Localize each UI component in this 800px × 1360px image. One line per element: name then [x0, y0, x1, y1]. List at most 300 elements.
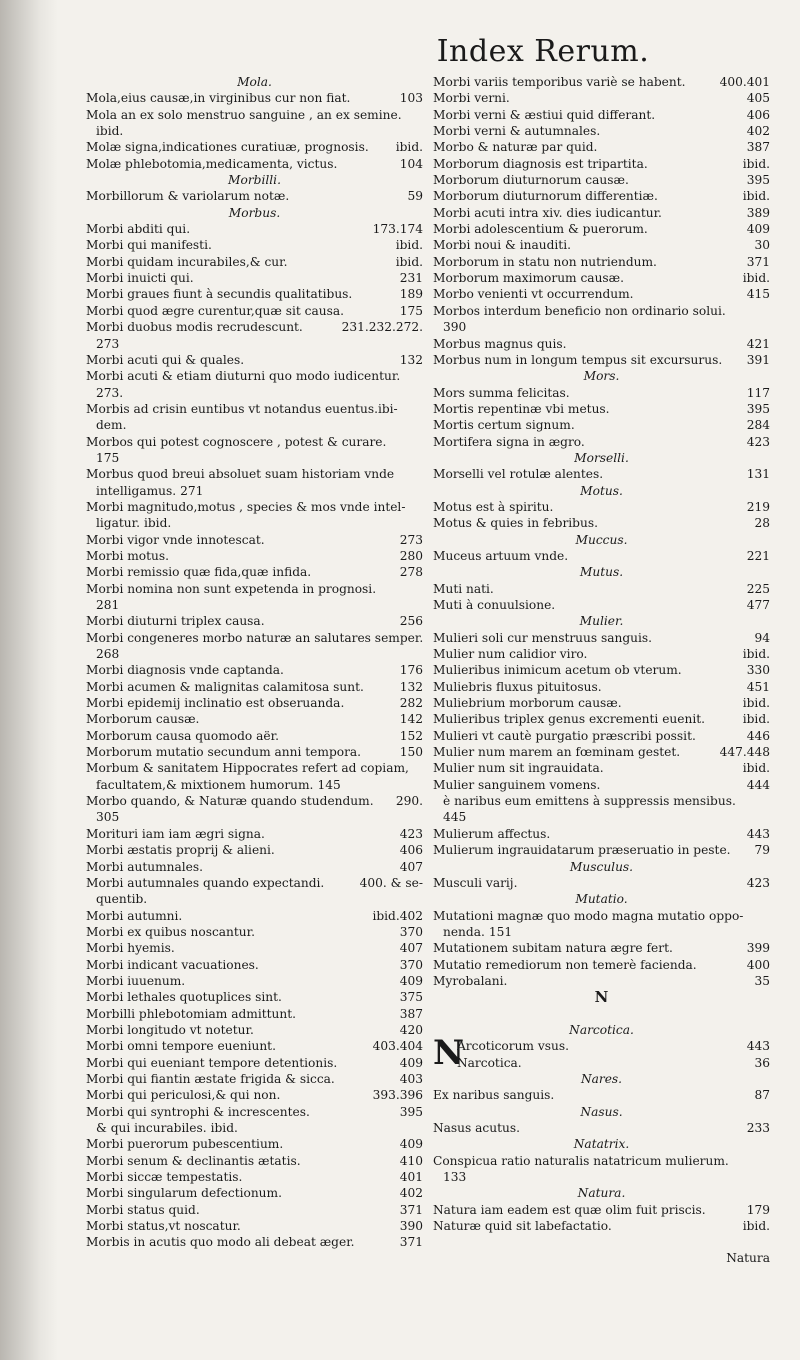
entry-text: Morbus quod breui absoluet suam historiam vnde [86, 467, 395, 482]
index-entry [86, 711, 423, 727]
entry-text: Morbi qui fiantin æstate frigida & sicca. [86, 1071, 335, 1086]
entry-text: Arcoticorum vsus. [457, 1039, 569, 1054]
entry-text: Morbi inuicti qui. [86, 271, 194, 286]
entry-text: Morbus magnus quis. [433, 336, 567, 351]
index-entry [86, 1185, 423, 1201]
index-entry [86, 188, 423, 204]
index-entry [433, 826, 770, 842]
entry-page-number: 406 [746, 107, 770, 122]
entry-text: 281 [96, 598, 120, 612]
index-entry [433, 139, 770, 155]
entry-text: Mola,eius causæ,in virginibus cur non fiat. [86, 91, 351, 106]
index-entry [86, 957, 423, 973]
entry-text: Muliebrium morborum causæ. [433, 696, 622, 711]
index-entry [433, 1153, 770, 1169]
entry-text: quentib. [96, 892, 148, 907]
index-entry [433, 156, 770, 172]
entry-text: Morbi diagnosis vnde captanda. [86, 663, 284, 678]
index-entry [433, 499, 770, 515]
entry-text: Ex naribus sanguis. [433, 1088, 555, 1103]
entry-text: Morborum diagnosis est tripartita. [433, 156, 648, 171]
entry-page-number: 104 [399, 156, 423, 171]
entry-text: 133 [443, 1170, 467, 1185]
index-entry [433, 842, 770, 858]
entry-text: Morbi siccæ tempestatis. [86, 1170, 243, 1185]
entry-text: Morbi acuti intra xiv. dies iudicantur. [433, 205, 662, 220]
index-entry [433, 940, 770, 956]
blank-line [433, 1006, 770, 1022]
index-entry [86, 139, 423, 155]
section-heading: Nasus. [580, 1104, 623, 1119]
index-entry [433, 254, 770, 270]
index-entry [86, 760, 423, 776]
entry-text: è naribus eum emittens à suppressis mensibus. [443, 794, 736, 809]
index-entry [433, 417, 770, 433]
entry-text: Motus est à spiritu. [433, 499, 554, 514]
index-entry [86, 1087, 423, 1103]
index-entry [86, 352, 423, 368]
entry-text: Mutatio remediorum non temerè facienda. [433, 957, 697, 972]
entry-page-number: 395 [746, 173, 770, 188]
entry-page-number: 371 [399, 1202, 423, 1217]
entry-page-number: 173.174 [372, 222, 423, 237]
index-entry-continuation [433, 924, 770, 940]
entry-text: Morbillorum & variolarum notæ. [86, 189, 290, 204]
section-heading: Mors. [583, 369, 620, 384]
index-entry-continuation [86, 597, 423, 613]
entry-page-number: ibid. [742, 761, 770, 776]
index-entry [433, 123, 770, 139]
index-entry [86, 1022, 423, 1038]
index-entry [86, 1234, 423, 1250]
entry-page-number: 94 [754, 630, 770, 645]
index-entry [86, 564, 423, 580]
left-column [86, 74, 423, 1251]
index-entry [86, 662, 423, 678]
entry-page-number: 219 [746, 499, 770, 514]
entry-text: 268 [96, 647, 120, 662]
index-entry [433, 597, 770, 613]
index-entry-continuation [86, 483, 423, 499]
entry-page-number: 330 [746, 663, 770, 678]
entry-text: Morbi verni & æstiui quid differant. [433, 107, 656, 122]
entry-text: Morbi puerorum pubescentium. [86, 1137, 284, 1152]
entry-text: 175 [96, 450, 120, 465]
index-entry [86, 728, 423, 744]
entry-page-number: ibid. [742, 712, 770, 727]
entry-text: Morbi status,vt noscatur. [86, 1219, 241, 1234]
entry-page-number: 407 [399, 941, 423, 956]
entry-text: Morbi iuuenum. [86, 973, 186, 988]
index-entry [433, 728, 770, 744]
index-entry [86, 695, 423, 711]
index-entry [86, 581, 423, 597]
entry-page-number: 402 [399, 1186, 423, 1201]
entry-page-number: 36 [754, 1055, 770, 1070]
entry-text: Morbi hyemis. [86, 941, 175, 956]
entry-text: Musculi varij. [433, 875, 518, 890]
index-entry [86, 1071, 423, 1087]
index-entry-continuation [86, 777, 423, 793]
index-entry [433, 286, 770, 302]
index-entry [433, 401, 770, 417]
index-entry [433, 760, 770, 776]
index-columns [86, 74, 770, 1251]
entry-text: Mulier sanguinem vomens. [433, 777, 601, 792]
index-entry-continuation [86, 123, 423, 139]
index-entry [433, 172, 770, 188]
page-gutter [0, 0, 58, 1360]
entry-page-number: 387 [746, 140, 770, 155]
index-entry-continuation [86, 646, 423, 662]
entry-page-number: 273 [399, 532, 423, 547]
entry-page-number: 400 [746, 957, 770, 972]
entry-page-number: 446 [746, 728, 770, 743]
index-entry [433, 107, 770, 123]
entry-page-number: 35 [754, 973, 770, 988]
index-entry [86, 826, 423, 842]
entry-page-number: 423 [746, 875, 770, 890]
section-heading: Nares. [580, 1071, 623, 1086]
entry-page-number: 444 [746, 777, 770, 792]
index-entry [86, 532, 423, 548]
entry-text: Morborum causæ. [86, 712, 200, 727]
entry-text: Morbi vigor vnde innotescat. [86, 532, 265, 547]
index-entry [86, 908, 423, 924]
entry-text: Mulieribus triplex genus excrementi euenit. [433, 712, 705, 727]
entry-text: Morbi status quid. [86, 1202, 200, 1217]
entry-text: Morbi qui eueniant tempore detentionis. [86, 1055, 338, 1070]
index-entry [433, 744, 770, 760]
entry-page-number: 150 [399, 745, 423, 760]
entry-text: Morborum causa quomodo aër. [86, 728, 279, 743]
entry-page-number: 390 [399, 1219, 423, 1234]
entry-text: Morbilli phlebotomiam admittunt. [86, 1006, 296, 1021]
entry-page-number: 447.448 [719, 745, 770, 760]
entry-text: Mortis certum signum. [433, 418, 575, 433]
entry-page-number: 59 [407, 189, 423, 204]
entry-text: Myrobalani. [433, 973, 508, 988]
index-entry [86, 303, 423, 319]
entry-text: Mutationem subitam natura ægre fert. [433, 941, 673, 956]
index-entry [433, 74, 770, 90]
entry-page-number: 28 [754, 516, 770, 531]
entry-page-number: 221 [746, 548, 770, 563]
entry-page-number: 409 [399, 1137, 423, 1152]
index-entry [86, 989, 423, 1005]
entry-page-number: 131 [746, 467, 770, 482]
index-entry [86, 548, 423, 564]
entry-text: intelligamus. [96, 483, 177, 498]
entry-page-number: 278 [399, 565, 423, 580]
index-entry-continuation [433, 1169, 770, 1185]
entry-page-number: 152 [399, 728, 423, 743]
index-entry [86, 499, 423, 515]
entry-page-number: 415 [746, 287, 770, 302]
catchword: Natura [726, 1250, 770, 1265]
entry-text: Morbi quidam incurabiles,& cur. [86, 254, 288, 269]
index-entry [86, 924, 423, 940]
index-entry [86, 875, 423, 891]
index-entry [433, 1087, 770, 1103]
entry-text: dem. [96, 418, 127, 433]
section-heading: Mola. [237, 75, 272, 89]
entry-page-number: 79 [754, 843, 770, 858]
entry-page-number: 423 [746, 434, 770, 449]
entry-page-number: 409 [399, 973, 423, 988]
entry-page-number: 400. & se- [359, 875, 423, 890]
entry-text: Morbi noui & inauditi. [433, 238, 571, 253]
entry-page-number: 370 [399, 957, 423, 972]
entry-text: Morborum diuturnorum causæ. [433, 173, 629, 188]
section-heading: Mulier. [579, 614, 624, 629]
entry-text: Natura iam eadem est quæ olim fuit priscis. [433, 1202, 706, 1217]
index-entry [433, 466, 770, 482]
entry-text: Morbi senum & declinantis ætatis. [86, 1153, 301, 1168]
section-heading: Natura. [577, 1186, 626, 1201]
entry-text: & qui incurabiles. [96, 1121, 207, 1135]
entry-page-number: 409 [399, 1055, 423, 1070]
entry-page-number: 231 [399, 271, 423, 286]
section-heading: Musculus. [569, 859, 634, 874]
entry-text: Morbos qui potest cognoscere , potest & curare. [86, 434, 387, 449]
index-entry [86, 1055, 423, 1071]
entry-page-number: 103 [399, 91, 423, 106]
entry-page-number: 401 [399, 1170, 423, 1185]
entry-page-number: 132 [399, 679, 423, 694]
index-entry-continuation [86, 515, 423, 531]
entry-text: Nasus acutus. [433, 1121, 520, 1135]
section-heading: Morbilli. [228, 173, 281, 188]
entry-text: Morbo venienti vt occurrendum. [433, 287, 634, 302]
index-entry [86, 1136, 423, 1152]
entry-text: ligatur. [96, 516, 140, 531]
entry-page-number: 132 [399, 352, 423, 367]
entry-page-number: ibid. [395, 140, 423, 155]
entry-text: Mola an ex solo menstruo sanguine , an ex semine. [86, 107, 402, 122]
index-entry [86, 1006, 423, 1022]
index-entry [433, 270, 770, 286]
entry-text: Naturæ quid sit labefactatio. [433, 1219, 612, 1234]
entry-text: Morbi adolescentium & puerorum. [433, 222, 648, 237]
entry-text: Morbi diuturni triplex causa. [86, 614, 265, 629]
entry-page-number: 389 [746, 205, 770, 220]
index-entry [86, 613, 423, 629]
entry-text: Mors summa felicitas. [433, 385, 570, 400]
entry-page-number: ibid. [742, 156, 770, 171]
entry-text: Morbi lethales quotuplices sint. [86, 990, 282, 1005]
index-entry [433, 777, 770, 793]
section-heading: Morbus. [228, 205, 281, 220]
entry-page-number: 407 [399, 859, 423, 874]
entry-text: Conspicua ratio naturalis natatricum mulierum. [433, 1153, 729, 1168]
index-entry [86, 368, 423, 384]
index-entry [433, 548, 770, 564]
section-heading: Mutatio. [575, 892, 628, 907]
entry-text: Morbi qui manifesti. [86, 238, 212, 253]
entry-text: Morborum in statu non nutriendum. [433, 254, 657, 269]
index-entry [86, 254, 423, 270]
drop-cap-entry [433, 1033, 770, 1074]
index-entry [433, 385, 770, 401]
index-entry [433, 237, 770, 253]
entry-text: Morbo quando, & Naturæ quando studendum. [86, 794, 374, 809]
index-entry-continuation [86, 417, 423, 433]
index-entry [433, 711, 770, 727]
index-entry [86, 1104, 423, 1120]
index-entry [86, 744, 423, 760]
entry-text: Morborum mutatio secundum anni tempora. [86, 745, 362, 760]
index-entry-continuation [86, 385, 423, 401]
entry-page-number: ibid.402 [372, 908, 423, 923]
entry-page-number: 421 [746, 336, 770, 351]
entry-text: Motus & quies in febribus. [433, 516, 598, 531]
index-entry [86, 237, 423, 253]
entry-page-number: ibid. [143, 516, 172, 531]
entry-text: Morbi epidemij inclinatio est obseruanda. [86, 696, 345, 711]
index-entry-continuation [433, 319, 770, 335]
index-entry [86, 973, 423, 989]
index-entry [433, 1202, 770, 1218]
entry-page-number: 375 [399, 990, 423, 1005]
entry-page-number: 371 [399, 1235, 423, 1250]
entry-text: ibid. [96, 124, 124, 139]
entry-page-number: ibid. [395, 254, 423, 269]
entry-text: Morbos interdum beneficio non ordinario solui. [433, 303, 726, 318]
index-entry [433, 221, 770, 237]
entry-text: Morborum maximorum causæ. [433, 271, 625, 286]
entry-text: Morbi congeneres morbo naturæ an salutares semper. [86, 630, 423, 645]
entry-page-number: 189 [399, 287, 423, 302]
index-entry [86, 286, 423, 302]
entry-text: Morbi qui periculosi,& qui non. [86, 1088, 281, 1103]
index-entry [433, 515, 770, 531]
entry-text: Morbi autumnales. [86, 859, 203, 874]
entry-text: Muti nati. [433, 581, 494, 596]
index-entry [433, 581, 770, 597]
entry-page-number: 284 [746, 418, 770, 433]
entry-text: Morbis ad crisin euntibus vt notandus euentus.ibi- [86, 401, 398, 416]
entry-text: Morbum & sanitatem Hippocrates refert ad copiam, [86, 761, 409, 776]
entry-page-number: 256 [399, 614, 423, 629]
index-entry [433, 646, 770, 662]
entry-text: Morbi ex quibus noscantur. [86, 924, 255, 939]
entry-page-number: 179 [746, 1202, 770, 1217]
entry-text: Morbi motus. [86, 548, 169, 563]
entry-text: Mulier num sit ingrauidata. [433, 761, 604, 776]
index-entry [86, 1218, 423, 1234]
entry-page-number: 410 [399, 1153, 423, 1168]
index-entry [433, 908, 770, 924]
index-entry [86, 1202, 423, 1218]
entry-text: 390 [443, 320, 467, 335]
index-entry [86, 319, 423, 335]
entry-text: Morbi variis temporibus variè se habent. [433, 75, 686, 89]
entry-page-number: 409 [746, 222, 770, 237]
entry-text: 273. [96, 385, 124, 400]
entry-text: Morbi duobus modis recrudescunt. [86, 320, 303, 335]
entry-page-number: 391 [746, 352, 770, 367]
entry-text: Morbi singularum defectionum. [86, 1186, 282, 1201]
entry-text: Morbi longitudo vt notetur. [86, 1022, 254, 1037]
entry-text: Muti à conuulsione. [433, 598, 556, 612]
index-entry [433, 1218, 770, 1234]
entry-page-number: 443 [746, 826, 770, 841]
entry-page-number: 151 [488, 924, 513, 939]
entry-page-number: 443 [746, 1039, 770, 1054]
entry-text: Morbi acuti qui & quales. [86, 352, 245, 367]
index-entry [86, 630, 423, 646]
entry-text: Morbi indicant vacuationes. [86, 957, 259, 972]
entry-text: Morbi qui syntrophi & increscentes. [86, 1104, 310, 1119]
entry-page-number: 176 [399, 663, 423, 678]
entry-text: Mortifera signa in ægro. [433, 434, 585, 449]
index-entry [86, 156, 423, 172]
entry-page-number: 400.401 [719, 75, 770, 89]
entry-text: Mulierum affectus. [433, 826, 551, 841]
entry-text: Morbus num in longum tempus sit excursurus. [433, 352, 723, 367]
entry-page-number: ibid. [395, 238, 423, 253]
index-entry [433, 434, 770, 450]
index-entry [433, 336, 770, 352]
entry-text: Morituri iam iam ægri signa. [86, 826, 265, 841]
index-entry [86, 466, 423, 482]
entry-page-number: 405 [746, 91, 770, 106]
entry-text: Morbi acumen & malignitas calamitosa sunt. [86, 679, 364, 694]
index-entry-continuation [86, 336, 423, 352]
entry-page-number: 403.404 [372, 1039, 423, 1054]
index-entry [86, 270, 423, 286]
entry-page-number: 175 [399, 303, 423, 318]
index-entry [457, 1055, 770, 1071]
entry-page-number: 451 [746, 679, 770, 694]
entry-page-number: ibid. [742, 696, 770, 711]
index-entry [457, 1038, 770, 1054]
entry-text: Morbi nomina non sunt expetenda in prognosi. [86, 581, 377, 596]
entry-page-number: ibid. [742, 271, 770, 286]
index-entry [86, 221, 423, 237]
index-entry [433, 303, 770, 319]
entry-page-number: 423 [399, 826, 423, 841]
index-entry [433, 205, 770, 221]
index-entry-continuation [86, 891, 423, 907]
entry-page-number: ibid. [210, 1121, 238, 1135]
index-entry [433, 662, 770, 678]
index-entry [86, 1038, 423, 1054]
entry-text: Mortis repentinæ vbi metus. [433, 401, 610, 416]
entry-page-number: ibid. [742, 189, 770, 204]
entry-text: Mulieri vt cautè purgatio præscribi possit. [433, 728, 696, 743]
letter-heading: N [594, 989, 609, 1006]
index-entry [86, 1169, 423, 1185]
entry-text: Mulieri soli cur menstruus sanguis. [433, 630, 653, 645]
entry-text: Mulier num calidior viro. [433, 647, 588, 662]
entry-text: 273 [96, 336, 120, 351]
entry-page-number: 233 [746, 1121, 770, 1135]
entry-text: Muceus artuum vnde. [433, 548, 569, 563]
entry-page-number: 402 [746, 124, 770, 139]
drop-cap-letter: N [433, 1033, 465, 1074]
entry-text: Morbi remissio quæ fida,quæ infida. [86, 565, 312, 580]
index-entry [433, 352, 770, 368]
index-entry [86, 842, 423, 858]
index-entry [86, 1153, 423, 1169]
entry-page-number: 271 [180, 483, 204, 498]
index-entry [86, 793, 423, 809]
entry-page-number: 225 [746, 581, 770, 596]
entry-page-number: 142 [399, 712, 423, 727]
entry-text: Mutationi magnæ quo modo magna mutatio oppo- [433, 908, 744, 923]
